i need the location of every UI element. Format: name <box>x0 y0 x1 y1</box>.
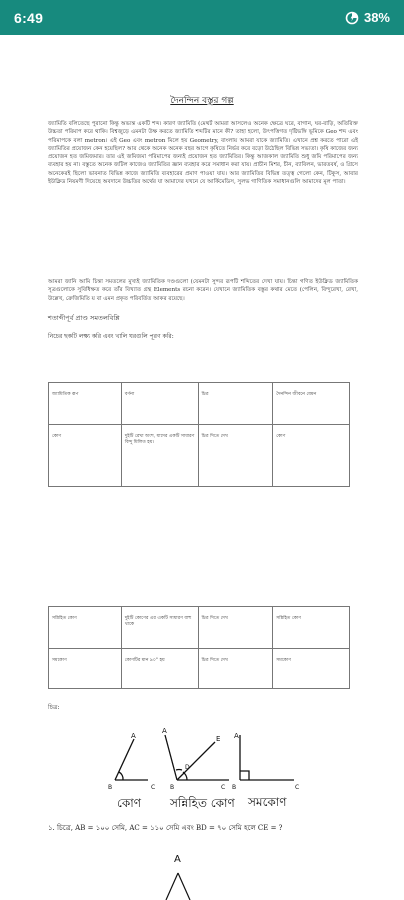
right-angle-figure <box>240 735 294 780</box>
angle-arc <box>119 772 123 780</box>
table-cell: সন্নিহিত কোণ <box>49 607 122 649</box>
right-angle-marker <box>240 771 249 780</box>
table-cell: চিত্র দিতে দেখ <box>198 607 273 649</box>
geometry-figures <box>0 35 404 900</box>
point-label: C <box>151 784 156 791</box>
point-label: B <box>170 784 175 791</box>
angle-figure <box>115 739 148 780</box>
point-label: B <box>232 784 237 791</box>
adjacent-ray-bd <box>177 742 215 780</box>
question-figure <box>166 873 190 900</box>
status-time: 6:49 <box>14 9 44 26</box>
table-cell: কোণটির মান ৯০° হয় <box>121 649 198 689</box>
battery-percentage: 38% <box>363 10 390 25</box>
table-cell: চিত্র দিতে দেখ <box>198 649 273 689</box>
status-right <box>345 10 390 25</box>
table-cell: সন্নিহিত কোণ <box>273 607 350 649</box>
point-label: E <box>216 735 221 743</box>
point-label: D <box>185 764 190 771</box>
table-header-cell: দৈনন্দিন জীবনে যেমন <box>273 383 350 425</box>
point-label: C <box>295 784 300 791</box>
table-cell: সমকোণ <box>49 649 122 689</box>
table-cell: চিত্র দিতে দেখ <box>198 425 273 487</box>
document-page[interactable] <box>0 35 404 900</box>
figure-caption: চিত্র: <box>48 704 60 711</box>
intro-paragraph: জ্যামিতি বলিতেছে পুরানো কিন্তু অভ্যন্ত একটি শব্দ। কারণ জ্যামিতি (মেথর্ট আমরা আসলেও অনেক ক্ষেত্রে ঘরে, বাগান, ঘর-বাড়ি, অতিরিক্ত উচ্চতা পরিমাপ করে থাকি। বিশ্বজুড়ে এমনটা উক্ষ করতে জ্যামিতি শব্দটির মানে কী? তাহা হলো, উৎপত্তিগত দৃষ্টিভঙ্গি ভূমিকে Geo শব্দ এবং পরিমাপকে বলা metron। এই Geo এবং metron মিলে হয় Geometry, বাংলায় আমরা যাকে জ্যামিতি। এখানে প্রশ্ন করতে পারো এই জ্যামিতির প্রয়োজন কেন হয়েছিল? আর থেকে অনেক অনেক বছর আগে কৃষিতে নির্ভর করে বড়ো উঠেছিল বিভিন্ন সভ্যতা। কৃষি কাজের জন্য প্রয়োজন হত জমিজমার। তার এই জমিজমা পরিমাপের জন্যই প্রয়োজন হত জ্যামিতির। কিন্তু আজকাল জ্যামিতি শুধু জমি পরিমাপের জন্য ব্যবহার হয় না। বস্তুতে অনেক জটিল কাজেও জ্যামিতির জ্ঞান ব্যবহার করে সমাধান করা যায়। প্রাচীন মিশর, চীন, ব্যাবিলন, ভারতবর্ষ, ও গ্রিসে অনেকেরই ছিলো ভাবনাত বিভিন্ন কাজে জ্যামিতি ব্যবহারের প্রমাণ পাওয়া যায়। আর জ্যামিতির বিভিন্ন তত্ত্ব গেলো কেন, টিকুস, আবার ইউক্লিড নিয়মণী দিয়েছে অবদানে উচ্চতির অর্থের যা আমাদের যখনে যে আর্কিমেডিস, সুলভ গাণিতিক সমাধানগুলি আমাদের মূল পাতা। <box>48 121 358 186</box>
point-label: C <box>221 784 226 791</box>
second-paragraph: আমরা জানি আমি চিন্তা সমতলের মুখ্যই জ্যামিতিক দণ্ডগুলো (যেমনটা সুন্দর রূপটি শব্দিতের দেখা যায়। চিন্তা গণিত ইউক্লিড জ্যামিতিক সূত্রগুলোকে সুবিধিক্ষত করে তাঁর বিখ্যাত গ্রন্থ Elements রচনা করেন। যেখানে জ্যামিতিক বস্তুর কথার মেতে (পেলিন, বিন্দুরেখা, রেখা, উল্লেখ, ক্রেজিমিতি য় বা এমন প্রকৃত পরিবর্তিত আকর রয়েছে। <box>48 279 358 302</box>
point-label: A <box>162 727 167 735</box>
table-header-cell: বর্ণনা <box>121 383 198 425</box>
battery-saver-icon <box>345 11 359 25</box>
table-cell: দুইটি কোণের এর একটি সাধারণ বাহু থাকে <box>121 607 198 649</box>
figure-label-adjacent: সন্নিহিত কোণ <box>170 796 235 810</box>
table-cell: কোণ <box>49 425 122 487</box>
document-title: দৈনন্দিন বস্তুর গল্প <box>170 96 234 106</box>
adjacent-ray-ba <box>165 735 177 780</box>
table-cell: সমকোণ <box>273 649 350 689</box>
point-label: A <box>131 732 136 740</box>
table-instruction: নিচের ছকটি লক্ষ্য করি এবং খালি ঘরগুলি পূরণ করি: <box>48 333 174 340</box>
section-heading: শতাব্দীপূর্ব প্রাণ্ড সমতলবিশ্লি <box>48 314 120 322</box>
question-ray-right <box>178 873 190 900</box>
table-cell: কোণ <box>273 425 350 487</box>
table-cell: দুইটি রেখা অংশ, যাদের একটি সাধারণ বিন্দু মিলিত হয়। <box>121 425 198 487</box>
figure-label-right: সমকোণ <box>248 795 287 809</box>
point-label: A <box>234 732 239 740</box>
table-header-cell: চিত্র <box>198 383 273 425</box>
adjacent-arc-1 <box>183 772 187 780</box>
question-1: ১. চিত্রে, AB = ১০০ সেমি, AC = ১১০ সেমি এবং BD = ৭০ সেমি হলে CE = ? <box>48 824 283 832</box>
status-bar <box>0 0 404 35</box>
question-ray-left <box>166 873 178 900</box>
angle-ray-ba <box>115 739 134 780</box>
point-label: B <box>108 784 113 791</box>
question-point-label: A <box>174 854 181 865</box>
table-header-cell: জ্যামিতিক রূপ <box>49 383 122 425</box>
figure-label-angle: কোণ <box>117 796 142 810</box>
